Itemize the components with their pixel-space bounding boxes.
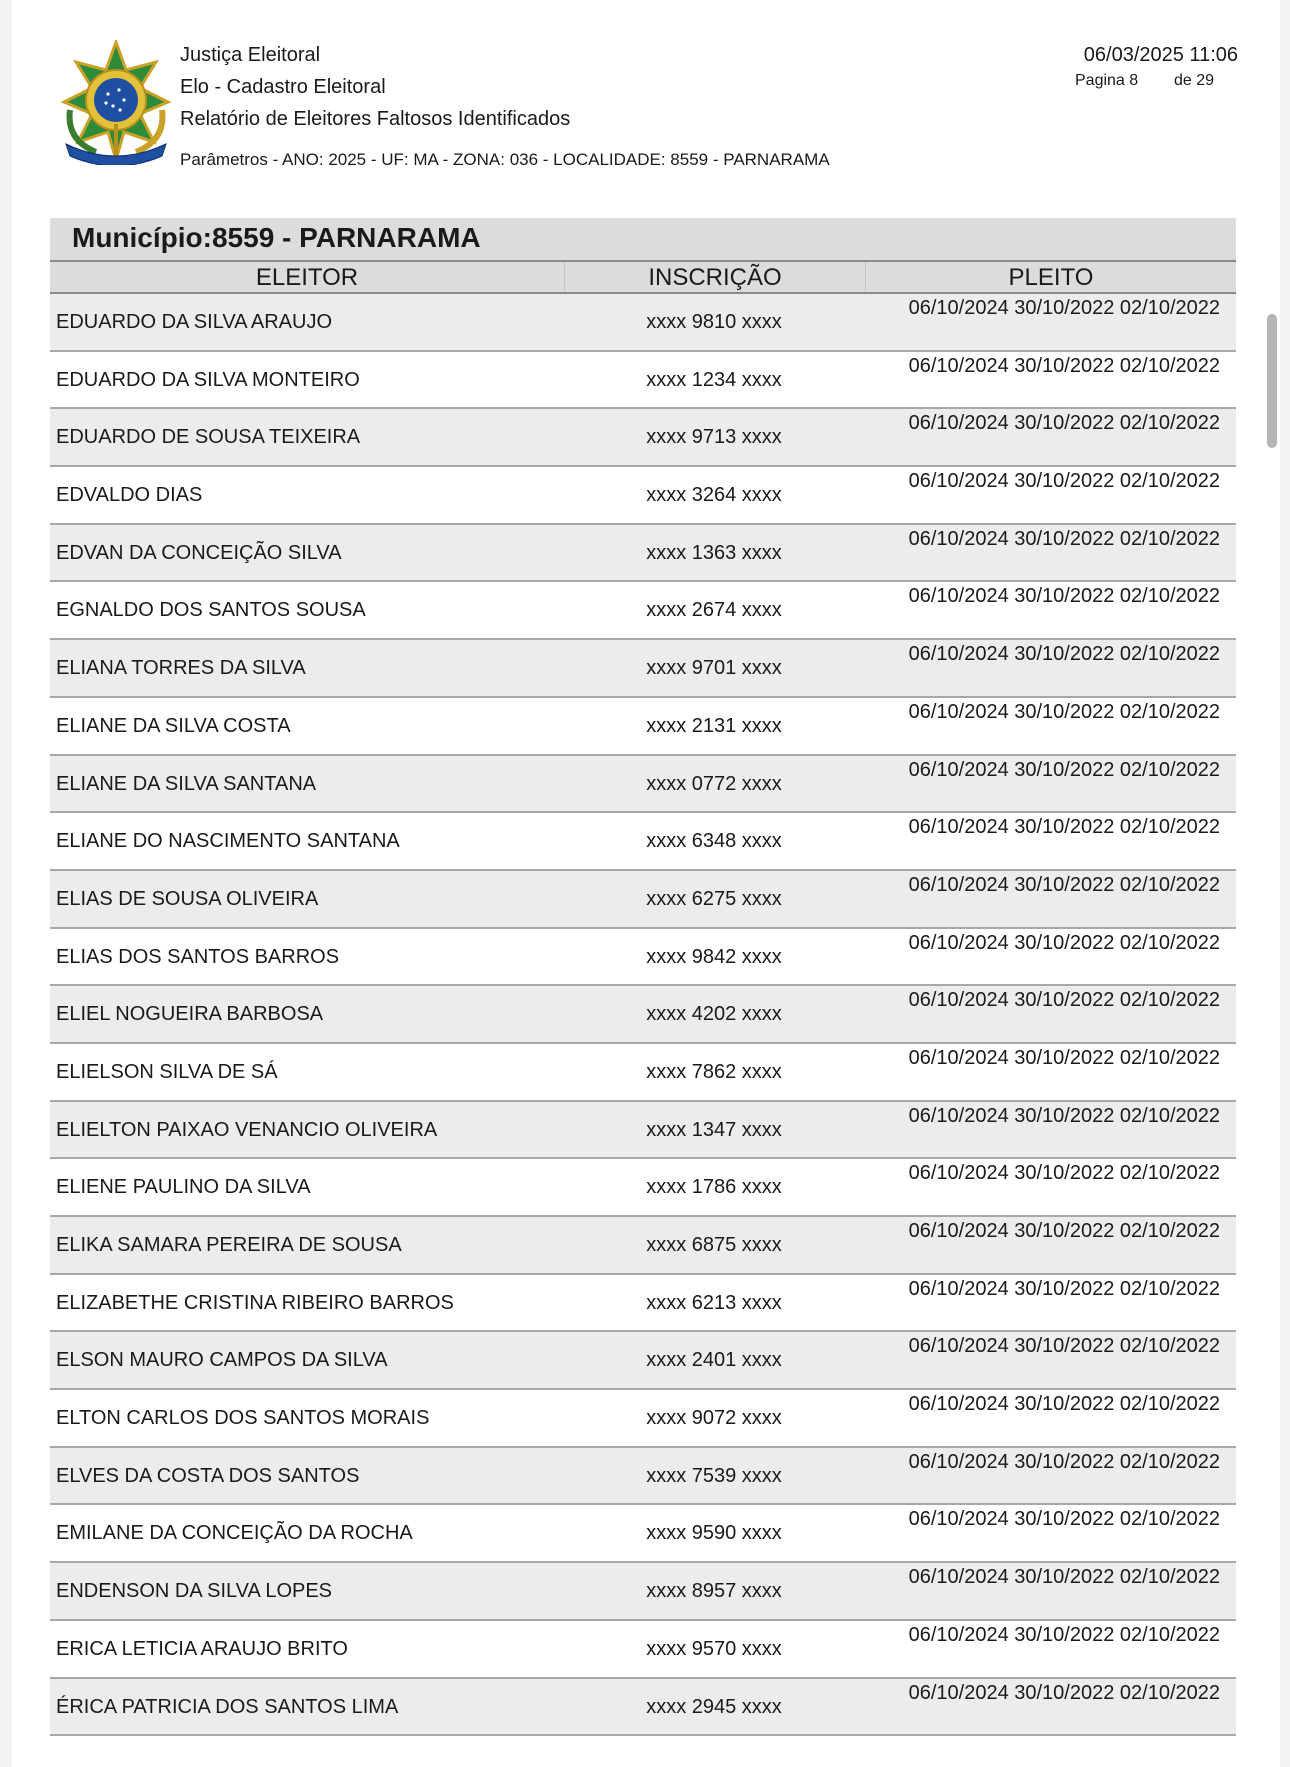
voter-pleito: 06/10/2024 30/10/2022 02/10/2022	[908, 643, 1220, 666]
report-datetime: 06/03/2025 11:06	[1083, 44, 1238, 66]
voter-pleito: 06/10/2024 30/10/2022 02/10/2022	[908, 1450, 1220, 1473]
voter-name: ELIELSON SILVA DE SÁ	[56, 1060, 278, 1083]
voter-inscricao: xxxx 9842 xxxx	[646, 945, 782, 968]
voter-name: ELIENE PAULINO DA SILVA	[56, 1176, 311, 1199]
table-row	[50, 756, 1236, 814]
table-row	[50, 1159, 1236, 1217]
voter-inscricao: xxxx 0772 xxxx	[646, 772, 782, 795]
voter-inscricao: xxxx 9701 xxxx	[646, 657, 782, 680]
voter-inscricao: xxxx 9072 xxxx	[646, 1407, 782, 1430]
table-row	[50, 640, 1236, 698]
voter-name: EDVALDO DIAS	[56, 484, 203, 507]
voter-inscricao: xxxx 2674 xxxx	[646, 599, 782, 622]
org-name: Justiça Eleitoral	[180, 44, 321, 66]
table-body	[50, 294, 1236, 1736]
voter-name: ELIELTON PAIXAO VENANCIO OLIVEIRA	[56, 1118, 438, 1141]
report-header	[12, 0, 1280, 200]
table-row	[50, 813, 1236, 871]
table-row	[50, 698, 1236, 756]
voter-name: ELIKA SAMARA PEREIRA DE SOUSA	[56, 1234, 402, 1256]
voter-inscricao: xxxx 8957 xxxx	[646, 1580, 782, 1603]
voter-name: EMILANE DA CONCEIÇÃO DA ROCHA	[56, 1522, 413, 1545]
table-row	[50, 294, 1236, 352]
voter-inscricao: xxxx 3264 xxxx	[646, 484, 782, 507]
voter-pleito: 06/10/2024 30/10/2022 02/10/2022	[908, 758, 1220, 781]
voter-name: ELIANA TORRES DA SILVA	[56, 657, 306, 680]
voter-name: ELIAS DOS SANTOS BARROS	[56, 945, 340, 968]
voter-pleito: 06/10/2024 30/10/2022 02/10/2022	[908, 1162, 1220, 1185]
column-header-eleitor: ELEITOR	[255, 264, 359, 291]
voter-inscricao: xxxx 9810 xxxx	[646, 311, 782, 333]
table-row	[50, 409, 1236, 467]
voter-pleito: 06/10/2024 30/10/2022 02/10/2022	[908, 297, 1220, 319]
voter-pleito: 06/10/2024 30/10/2022 02/10/2022	[908, 1681, 1220, 1704]
table-row	[50, 1563, 1236, 1621]
page-total: de 29	[1174, 72, 1215, 89]
table-row	[50, 1332, 1236, 1390]
voter-pleito: 06/10/2024 30/10/2022 02/10/2022	[908, 700, 1220, 723]
voter-name: ÉRICA PATRICIA DOS SANTOS LIMA	[56, 1695, 399, 1718]
voter-pleito: 06/10/2024 30/10/2022 02/10/2022	[908, 816, 1220, 839]
report-table	[50, 218, 1236, 1736]
brazil-coat-of-arms-icon	[56, 40, 176, 165]
voter-pleito: 06/10/2024 30/10/2022 02/10/2022	[908, 1623, 1220, 1646]
voter-pleito: 06/10/2024 30/10/2022 02/10/2022	[908, 1046, 1220, 1069]
report-parameters: Parâmetros - ANO: 2025 - UF: MA - ZONA: 036 - LOCALIDADE: 8559 - PARNARAMA	[180, 150, 830, 169]
voter-pleito: 06/10/2024 30/10/2022 02/10/2022	[908, 1335, 1220, 1358]
document-page	[12, 0, 1280, 1767]
table-row	[50, 929, 1236, 987]
voter-name: EGNALDO DOS SANTOS SOUSA	[56, 599, 366, 622]
voter-inscricao: xxxx 7539 xxxx	[646, 1464, 782, 1487]
voter-pleito: 06/10/2024 30/10/2022 02/10/2022	[908, 527, 1220, 550]
voter-name: EDUARDO DA SILVA MONTEIRO	[56, 368, 360, 391]
voter-inscricao: xxxx 2131 xxxx	[646, 714, 782, 737]
voter-inscricao: xxxx 2945 xxxx	[646, 1695, 782, 1718]
table-row	[50, 1275, 1236, 1333]
table-row	[50, 986, 1236, 1044]
system-name: Elo - Cadastro Eleitoral	[180, 76, 386, 98]
voter-name: ELIANE DA SILVA SANTANA	[56, 772, 317, 795]
voter-pleito: 06/10/2024 30/10/2022 02/10/2022	[908, 412, 1220, 435]
voter-pleito: 06/10/2024 30/10/2022 02/10/2022	[908, 585, 1220, 608]
voter-name: ELVES DA COSTA DOS SANTOS	[56, 1464, 360, 1487]
table-row	[50, 1217, 1236, 1275]
voter-inscricao: xxxx 1347 xxxx	[646, 1118, 782, 1141]
voter-inscricao: xxxx 6348 xxxx	[646, 830, 782, 853]
table-row	[50, 1621, 1236, 1679]
voter-name: ELIZABETHE CRISTINA RIBEIRO BARROS	[56, 1291, 454, 1314]
voter-inscricao: xxxx 6213 xxxx	[646, 1291, 782, 1314]
table-row	[50, 525, 1236, 583]
table-row	[50, 1679, 1236, 1737]
table-row	[50, 1448, 1236, 1506]
page-number: Pagina 8	[1075, 72, 1139, 89]
voter-pleito: 06/10/2024 30/10/2022 02/10/2022	[908, 470, 1220, 493]
voter-inscricao: xxxx 9590 xxxx	[646, 1522, 782, 1545]
voter-pleito: 06/10/2024 30/10/2022 02/10/2022	[908, 1393, 1220, 1416]
voter-pleito: 06/10/2024 30/10/2022 02/10/2022	[908, 354, 1220, 377]
voter-inscricao: xxxx 2401 xxxx	[646, 1349, 782, 1372]
report-title: Relatório de Eleitores Faltosos Identificados	[180, 108, 571, 130]
voter-pleito: 06/10/2024 30/10/2022 02/10/2022	[908, 989, 1220, 1012]
voter-inscricao: xxxx 1234 xxxx	[646, 368, 782, 391]
voter-pleito: 06/10/2024 30/10/2022 02/10/2022	[908, 1508, 1220, 1531]
voter-inscricao: xxxx 6875 xxxx	[646, 1234, 782, 1256]
voter-name: ELIEL NOGUEIRA BARBOSA	[56, 1003, 324, 1026]
table-row	[50, 1102, 1236, 1160]
voter-inscricao: xxxx 9570 xxxx	[646, 1637, 782, 1660]
table-row	[50, 1390, 1236, 1448]
table-row	[50, 1505, 1236, 1563]
voter-name: ELIAS DE SOUSA OLIVEIRA	[56, 887, 319, 910]
voter-name: ELSON MAURO CAMPOS DA SILVA	[56, 1349, 388, 1372]
table-row	[50, 582, 1236, 640]
vertical-scrollbar[interactable]	[1267, 314, 1277, 448]
municipio-heading: Município:8559 - PARNARAMA	[50, 218, 1236, 260]
voter-name: ELIANE DO NASCIMENTO SANTANA	[56, 830, 400, 853]
voter-inscricao: xxxx 6275 xxxx	[646, 887, 782, 910]
voter-pleito: 06/10/2024 30/10/2022 02/10/2022	[908, 1104, 1220, 1127]
voter-pleito: 06/10/2024 30/10/2022 02/10/2022	[908, 873, 1220, 896]
voter-pleito: 06/10/2024 30/10/2022 02/10/2022	[908, 1566, 1220, 1589]
voter-inscricao: xxxx 1363 xxxx	[646, 541, 782, 564]
voter-name: EDUARDO DA SILVA ARAUJO	[56, 311, 333, 333]
column-header-pleito: PLEITO	[1008, 264, 1094, 291]
column-header-inscricao: INSCRIÇÃO	[564, 262, 866, 292]
voter-name: ELTON CARLOS DOS SANTOS MORAIS	[56, 1407, 430, 1430]
voter-inscricao: xxxx 4202 xxxx	[646, 1003, 782, 1026]
table-row	[50, 467, 1236, 525]
voter-name: EDUARDO DE SOUSA TEIXEIRA	[56, 426, 361, 449]
voter-name: ERICA LETICIA ARAUJO BRITO	[56, 1637, 348, 1660]
table-row	[50, 871, 1236, 929]
voter-name: EDVAN DA CONCEIÇÃO SILVA	[56, 541, 342, 564]
voter-name: ELIANE DA SILVA COSTA	[56, 714, 291, 737]
table-row	[50, 1044, 1236, 1102]
voter-inscricao: xxxx 1786 xxxx	[646, 1176, 782, 1199]
voter-inscricao: xxxx 9713 xxxx	[646, 426, 782, 449]
voter-pleito: 06/10/2024 30/10/2022 02/10/2022	[908, 1277, 1220, 1300]
voter-inscricao: xxxx 7862 xxxx	[646, 1060, 782, 1083]
voter-pleito: 06/10/2024 30/10/2022 02/10/2022	[908, 931, 1220, 954]
table-row	[50, 352, 1236, 410]
voter-name: ENDENSON DA SILVA LOPES	[56, 1580, 333, 1603]
table-header	[50, 260, 1236, 294]
voter-pleito: 06/10/2024 30/10/2022 02/10/2022	[908, 1220, 1220, 1242]
